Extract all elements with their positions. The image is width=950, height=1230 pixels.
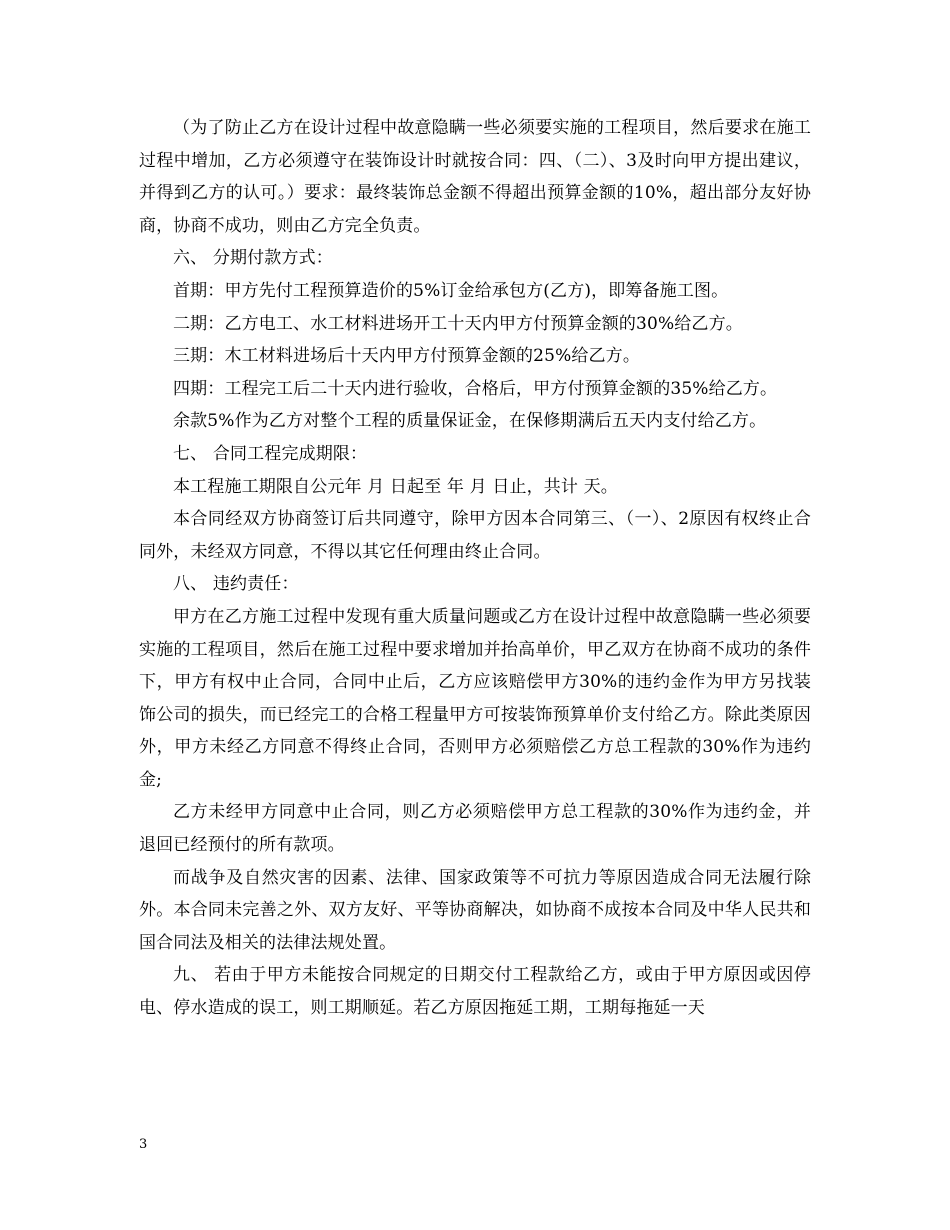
contract-body — [139, 112, 811, 1025]
section-heading-installment-payment: 六、 分期付款方式： — [173, 248, 333, 269]
paragraph-termination-terms: 本合同经双方协商签订后共同遵守，除甲方因本合同第三、（一）、2原因有权终止合同外，未经双方同意，不得以其它任何理由终止合同。 — [139, 509, 811, 562]
section-heading-completion-deadline: 七、 合同工程完成期限： — [173, 443, 368, 464]
paragraph-force-majeure: 而战争及自然灾害的因素、法律、国家政策等不可抗力等原因造成合同无法履行除外。本合同未完善之外、双方友好、平等协商解决，如协商不成按本合同及中华人民共和国合同法及相关的法律法规处置。 — [139, 867, 811, 953]
paragraph-construction-period: 本工程施工期限自公元年 月 日起至 年 月 日止，共计 天。 — [173, 476, 618, 497]
paragraph-payment-first-installment: 首期：甲方先付工程预算造价的5%订金给承包方(乙方)，即筹备施工图。 — [173, 280, 729, 301]
paragraph-delay-clause: 九、 若由于甲方未能按合同规定的日期交付工程款给乙方，或由于甲方原因或因停电、停水造成的误工，则工期顺延。若乙方原因拖延工期，工期每拖延一天 — [139, 965, 811, 1019]
page-number: 3 — [139, 1137, 148, 1152]
paragraph-payment-third-installment: 三期：木工材料进场后十天内甲方付预算金额的25%给乙方。 — [173, 346, 640, 367]
paragraph-payment-fourth-installment: 四期：工程完工后二十天内进行验收，合格后，甲方付预算金额的35%给乙方。 — [173, 378, 778, 399]
paragraph-payment-balance: 余款5%作为乙方对整个工程的质量保证金，在保修期满后五天内支付给乙方。 — [173, 411, 767, 432]
section-heading-breach-liability: 八、 违约责任： — [173, 574, 299, 595]
paragraph-design-concealment-clause: （为了防止乙方在设计过程中故意隐瞒一些必须要实施的工程项目，然后要求在施工过程中增加，乙方必须遵守在装饰设计时就按合同：四、（二）、3及时向甲方提出建议，并得到乙方的认可。）要求：最终装饰总金额不得超出预算金额的10%，超出部分友好协商，协商不成功，则由乙方完全负责。 — [139, 118, 811, 236]
paragraph-party-b-termination: 乙方未经甲方同意中止合同，则乙方必须赔偿甲方总工程款的30%作为违约金，并退回已经预付的所有款项。 — [139, 802, 811, 856]
paragraph-payment-second-installment: 二期：乙方电工、水工材料进场开工十天内甲方付预算金额的30%给乙方。 — [173, 313, 743, 334]
paragraph-party-a-termination: 甲方在乙方施工过程中发现有重大质量问题或乙方在设计过程中故意隐瞒一些必须要实施的工程项目，然后在施工过程中要求增加并抬高单价，甲乙双方在协商不成功的条件下，甲方有权中止合同，合同中止后，乙方应该赔偿甲方30%的违约金作为甲方另找装饰公司的损失，而已经完工的合格工程量甲方可按装饰预算单价支付给乙方。除此类原因外，甲方未经乙方同意不得终止合同，否则甲方必须赔偿乙方总工程款的30%作为违约金; — [139, 606, 811, 790]
